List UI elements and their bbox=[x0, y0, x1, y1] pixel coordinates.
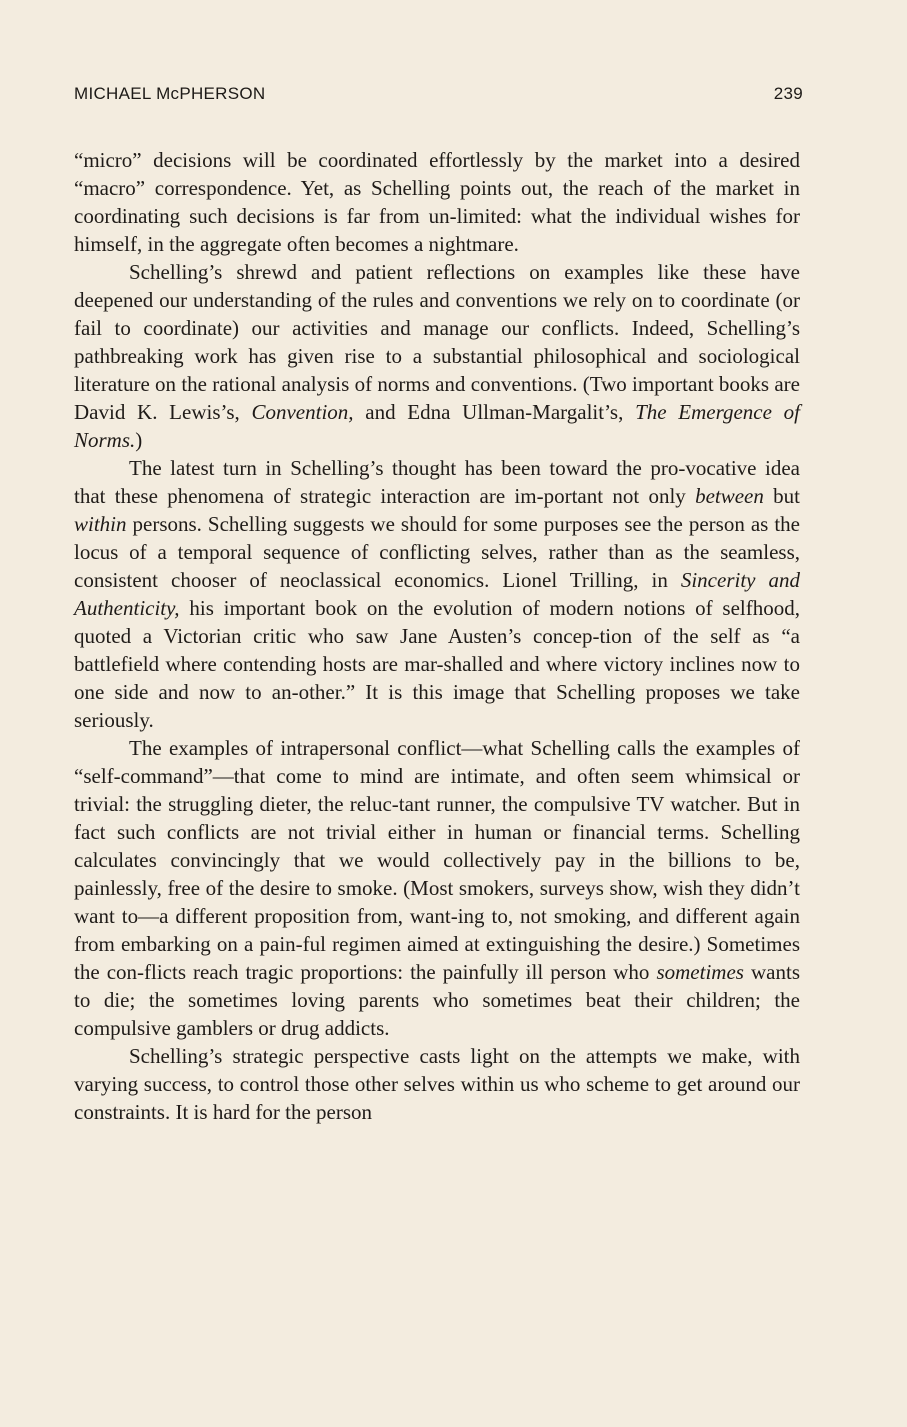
text-run: Schelling’s shrewd and patient reflections on examples like these have deepened our understanding of the rules and conventions we rely on to coordinate (or fail to coordinate) our activities and manage our conflicts. Indeed, Schelling’s pathbreaking work has given rise to a substantial philosophical and sociological literature on the rational analysis of norms and conventions. (Two important books are David K. Lewis’s, bbox=[74, 260, 800, 424]
text-run: “micro” decisions will be coordinated effortlessly by the market into a desired “macro” correspondence. Yet, as Schelling points out, the reach of the market in coordinating such decisions is far from un-limited: what the individual wishes for himself, in the aggregate often becomes a nightmare. bbox=[74, 148, 800, 256]
paragraph bbox=[74, 1042, 800, 1126]
paragraph bbox=[74, 734, 800, 1042]
text-run: but bbox=[763, 484, 800, 508]
italic-text: between bbox=[695, 484, 764, 508]
running-head-author: MICHAEL McPHERSON bbox=[74, 84, 266, 103]
paragraph bbox=[74, 454, 800, 734]
paragraph bbox=[74, 258, 800, 454]
italic-text: The Emergence of Norms. bbox=[74, 400, 800, 452]
page-number: 239 bbox=[773, 84, 803, 103]
italic-text: sometimes bbox=[656, 960, 744, 984]
italic-text: within bbox=[74, 512, 127, 536]
text-run: ) bbox=[135, 428, 143, 452]
text-run: The latest turn in Schelling’s thought has been toward the pro-vocative idea that these phenomena of strategic interaction are im-portant not only bbox=[74, 456, 800, 508]
text-run: Schelling’s strategic perspective casts light on the attempts we make, with varying success, to control those other selves within us who scheme to get around our constraints. It is hard for the person bbox=[74, 1044, 800, 1124]
text-run: wants to die; the sometimes loving parents who sometimes beat their children; the compulsive gamblers or drug addicts. bbox=[74, 960, 800, 1040]
text-run: his important book on the evolution of modern notions of selfhood, quoted a Victorian critic who saw Jane Austen’s concep-tion of the self as “a battlefield where contending hosts are mar-shalled and where victory inclines now to one side and now to an-other.” It is this image that Schelling proposes we take seriously. bbox=[74, 596, 800, 732]
running-head bbox=[74, 84, 803, 108]
text-run: persons. Schelling suggests we should for some purposes see the person as the locus of a temporal sequence of conflicting selves, rather than as the seamless, consistent chooser of neoclassical economics. Lionel Trilling, in bbox=[74, 512, 800, 592]
body-text bbox=[74, 146, 800, 1126]
text-run: The examples of intrapersonal conflict—what Schelling calls the examples of “self-command”—that come to mind are intimate, and often seem whimsical or trivial: the struggling dieter, the reluc-tant runner, the compulsive TV watcher. But in fact such conflicts are not trivial either in human or financial terms. Schelling calculates convincingly that we would collectively pay in the billions to be, painlessly, free of the desire to smoke. (Most smokers, surveys show, wish they didn’t want to—a different proposition from, want-ing to, not smoking, and different again from embarking on a pain-ful regimen aimed at extinguishing the desire.) Sometimes the con-flicts reach tragic proportions: the painfully ill person who bbox=[74, 736, 800, 984]
italic-text: Convention, bbox=[251, 400, 354, 424]
paragraph bbox=[74, 146, 800, 258]
italic-text: Sincerity and Authenticity, bbox=[74, 568, 800, 620]
text-run: and Edna Ullman-Margalit’s, bbox=[353, 400, 636, 424]
